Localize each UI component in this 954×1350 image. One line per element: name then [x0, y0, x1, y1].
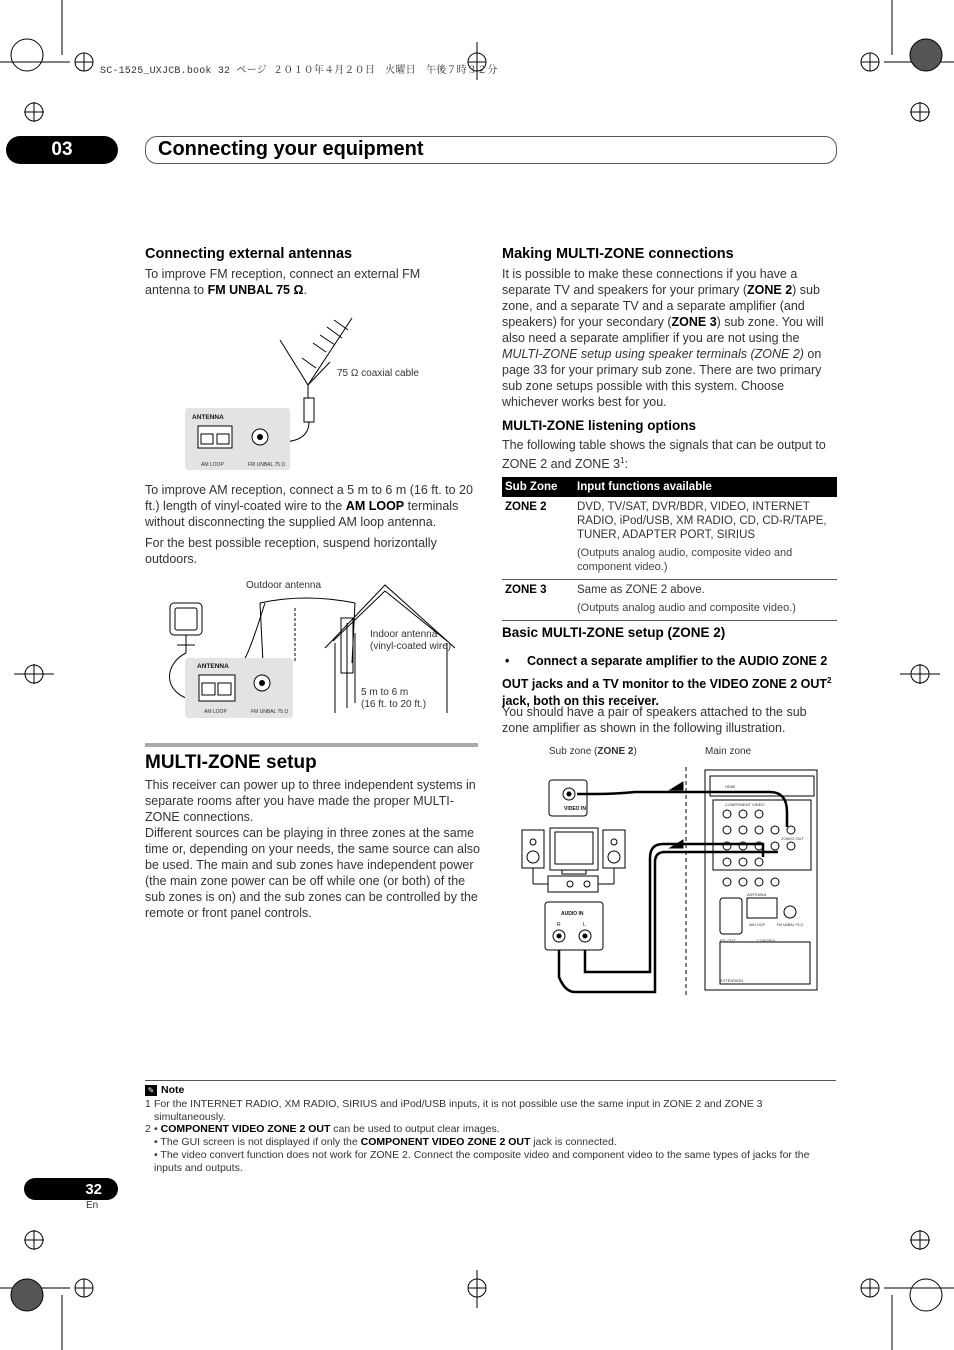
receiver-antenna-label: ANTENNA: [747, 892, 767, 897]
fig2-indoor-label-1: Indoor antenna: [370, 629, 438, 640]
table-row: ZONE 2 DVD, TV/SAT, DVR/BDR, VIDEO, INTERNET RADIO, iPod/USB, XM RADIO, CD, CD-R/TAPE, TUNER, ADAPTER PORT, SIRIUS (Outputs analog audio, composite video and component video.): [502, 497, 837, 580]
zone-table: [502, 477, 837, 621]
receiver-fm-label: FM UNBAL 75 Ω: [777, 923, 804, 927]
multizone-setup-paragraph-1: This receiver can power up to three independent systems in separate rooms after you have made the proper MULTI-ZONE connections.: [145, 778, 476, 824]
basic-setup-heading: Basic MULTI-ZONE setup (ZONE 2): [502, 625, 726, 640]
fig2-length-label-1: 5 m to 6 m: [361, 687, 409, 698]
table-header-inputs: Input functions available: [574, 477, 837, 497]
notes-title: Note: [161, 1084, 185, 1096]
chapter-title: Connecting your equipment: [158, 138, 424, 160]
fig1-antenna-label: ANTENNA: [192, 414, 224, 421]
listening-options-heading: MULTI-ZONE listening options: [502, 418, 696, 433]
receiver-rs232-label: RS-232C: [720, 938, 737, 943]
basic-setup-paragraph: You should have a pair of speakers attached to the sub zone amplifier as shown in the following illustration.: [502, 705, 807, 735]
fig2-fm-label: FM UNBAL 75 Ω: [251, 709, 289, 715]
am-antenna-illustration: [155, 573, 475, 723]
table-row: ZONE 3 Same as ZONE 2 above. (Outputs analog audio and composite video.): [502, 580, 837, 621]
fig2-indoor-label-2: (vinyl-coated wire): [370, 641, 452, 652]
making-connections-paragraph: It is possible to make these connections if you have a separate TV and speakers for your primary (ZONE 2) sub zone, and a separate TV and a separate amplifier (and speakers) for your secondary (ZONE 3) sub zone. You will also need a separate amplifier if you are not using the MULTI-ZONE setup using speaker terminals (ZONE 2) on page 33 for your primary sub zone. There are two primary sub zone setups possible with this system. Choose whichever works best for you.: [502, 267, 824, 409]
basic-setup-step: • Connect a separate amplifier to the AUDIO ZONE 2 OUT jacks and a TV monitor to the VIDEO ZONE 2 OUT$^2$ jack, both on this receiver.: [502, 654, 832, 709]
audio-in-l-label: L: [583, 922, 586, 928]
sub-zone-label: Sub zone (ZONE 2): [549, 746, 637, 757]
receiver-control-label: CONTROL: [757, 938, 777, 943]
fm-antenna-illustration: [180, 300, 470, 475]
chapter-number: 03: [6, 136, 118, 164]
receiver-am-loop-label: AM LOOP: [749, 923, 765, 927]
fig1-fm-label: FM UNBAL 75 Ω: [248, 462, 286, 468]
page-language: En: [86, 1200, 99, 1211]
antennas-paragraph-3: For the best possible reception, suspend horizontally outdoors.: [145, 536, 437, 566]
notes-section: [145, 1080, 836, 1096]
note-icon: ✎: [145, 1085, 157, 1096]
listening-options-paragraph: The following table shows the signals that can be output to ZONE 2 and ZONE $3^1$:: [502, 438, 826, 472]
note-2: 2 • COMPONENT VIDEO ZONE 2 OUT can be used to output clear images. • The GUI screen is not displayed if only the COMPONENT VIDEO ZONE 2 OUT jack is connected. • The video convert function does not work for ZONE 2. Connect the composite video and component video to the same types of jacks for the inputs and outputs.: [145, 1123, 810, 1174]
section-divider: [145, 743, 478, 747]
table-header-sub-zone: Sub Zone: [502, 477, 574, 497]
receiver-hdmi-label: HDMI: [725, 784, 736, 789]
fig2-antenna-label: ANTENNA: [197, 663, 229, 670]
audio-in-label: AUDIO IN: [561, 911, 584, 917]
fig1-coaxial-cable-label: 75 Ω coaxial cable: [337, 368, 419, 379]
antennas-paragraph-1: To improve FM reception, connect an external FM antenna to FM UNBAL 75 Ω.: [145, 267, 421, 297]
receiver-component-label: COMPONENT VIDEO: [725, 802, 765, 807]
fig2-am-loop-label: AM LOOP: [204, 709, 227, 715]
antennas-heading: Connecting external antennas: [145, 246, 353, 262]
multizone-connection-illustration: [515, 762, 820, 1002]
fig1-am-loop-label: AM LOOP: [201, 462, 224, 468]
receiver-extension-label: EXTENSION: [720, 978, 744, 983]
audio-in-r-label: R: [557, 922, 561, 928]
antennas-paragraph-2: To improve AM reception, connect a 5 m to 6 m (16 ft. to 20 ft.) length of vinyl-coated wire to the AM LOOP terminals without disconnecting the supplied AM loop antenna.: [145, 483, 473, 529]
multizone-setup-heading: MULTI-ZONE setup: [145, 752, 317, 773]
main-zone-label: Main zone: [705, 746, 752, 757]
receiver-zone2-out-label: ZONE2 OUT: [781, 836, 804, 841]
print-header: SC-1525_UXJCB.book 32 ページ ２０１０年４月２０日 火曜日 午後７時３２分: [100, 66, 498, 77]
video-in-label: VIDEO IN: [564, 806, 586, 812]
fig2-outdoor-label: Outdoor antenna: [246, 580, 322, 591]
making-connections-heading: Making MULTI-ZONE connections: [502, 246, 734, 262]
fig2-length-label-2: (16 ft. to 20 ft.): [361, 699, 427, 710]
multizone-setup-paragraph-2: Different sources can be playing in three zones at the same time or, depending on your needs, the same source can also be used. The main and sub zones have independent power (the main zone power can be off while one (or both) of the sub zones is on) and the sub zones can be controlled by the remote or front panel controls.: [145, 826, 480, 920]
note-1: 1 For the INTERNET RADIO, XM RADIO, SIRIUS and iPod/USB inputs, it is not possible use the same input in ZONE 2 and ZONE 3 simultaneously.: [145, 1098, 763, 1123]
page-number: 32: [24, 1178, 118, 1200]
